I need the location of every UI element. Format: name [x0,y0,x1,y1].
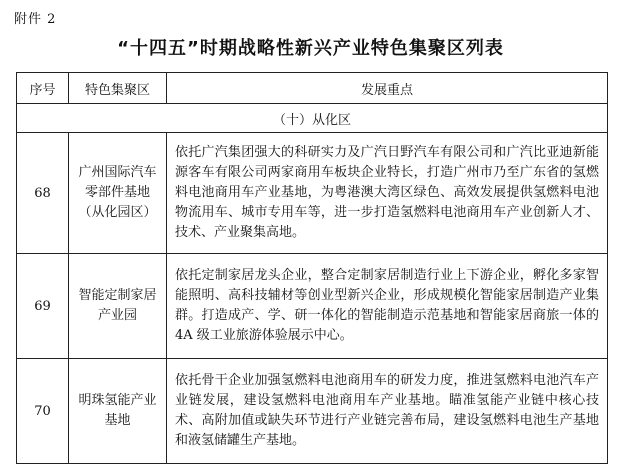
cluster-table [16,72,608,464]
document-title: “十四五”时期战略性新兴产业特色集聚区列表 [117,38,504,59]
row-number: 69 [17,254,69,359]
table-row [17,133,608,254]
header-development-focus: 发展重点 [167,73,608,104]
development-focus: 依托骨干企业加强氢燃料电池商用车的研发力度，推进氢燃料电池汽车产业链发展，建设氢燃料电池商用车产业基地。瞄准氢能产业链中核心技术、高附加值或缺失环节进行产业链完善布局，建设氢燃料电池生产基地和液氢储罐生产基地。 [167,359,608,464]
cluster-name: 明珠氢能产业基地 [69,359,167,464]
section-row-conghua [17,104,608,133]
header-cluster-name: 特色集聚区 [69,73,167,104]
attachment-label: 附件 2 [14,12,57,27]
development-focus: 依托定制家居龙头企业，整合定制家居制造行业上下游企业，孵化多家智能照明、高科技辅材等创业型新兴企业，形成规模化智能家居制造产业集群。打造成产、学、研一体化的智能制造示范基地和智能家居商旅一体的 4A 级工业旅游体验展示中心。 [167,254,608,359]
development-focus: 依托广汽集团强大的科研实力及广汽日野汽车有限公司和广汽比亚迪新能源客车有限公司两家商用车板块企业特长，打造广州市乃至广东省的氢燃料电池商用车产业基地，为粤港澳大湾区绿色、高效发展提供氢燃料电池物流用车、城市专用车等，进一步打造氢燃料电池商用车产业创新人才、技术、产业聚集高地。 [167,133,608,254]
table-header-row [17,73,608,104]
table-row [17,359,608,464]
section-title: （十）从化区 [17,104,608,133]
cluster-name: 广州国际汽车零部件基地（从化园区） [69,133,167,254]
cluster-name: 智能定制家居产业园 [69,254,167,359]
header-serial-number: 序号 [17,73,69,104]
table-row [17,254,608,359]
row-number: 70 [17,359,69,464]
row-number: 68 [17,133,69,254]
